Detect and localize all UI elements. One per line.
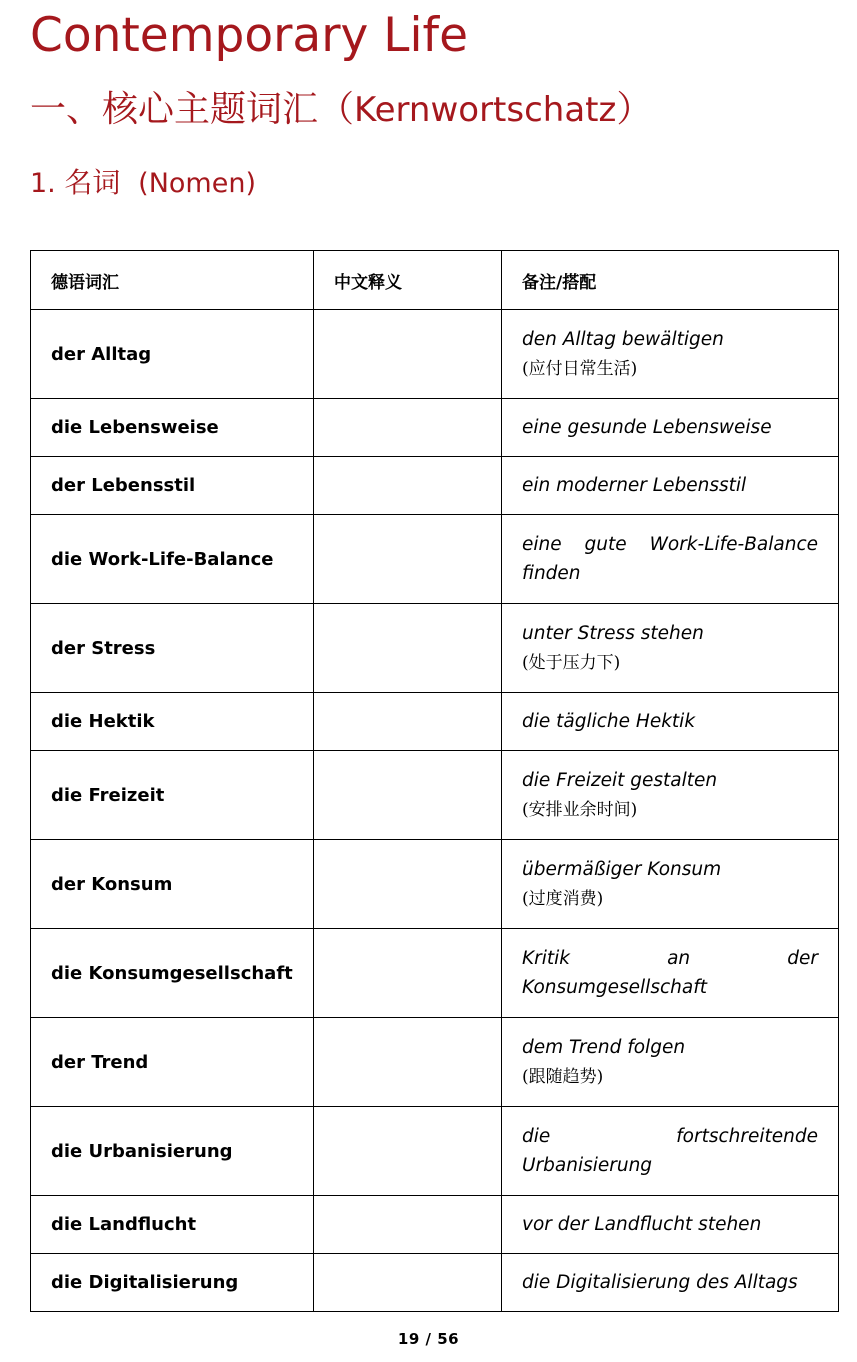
german-word: der Trend bbox=[31, 1018, 314, 1107]
section-heading-de: Kernwortschatz bbox=[354, 90, 617, 130]
german-word: der Konsum bbox=[31, 840, 314, 929]
sub-heading-de: (Nomen) bbox=[138, 168, 256, 199]
chinese-meaning bbox=[314, 1018, 502, 1107]
table-row bbox=[31, 693, 839, 751]
collocation-note bbox=[502, 693, 839, 751]
sub-heading-number: 1. bbox=[30, 168, 65, 199]
collocation-text: die fortschreitende Urbanisierung bbox=[522, 1126, 818, 1176]
german-word: der Alltag bbox=[31, 310, 314, 399]
collocation-translation: (跟随趋势) bbox=[522, 1066, 604, 1087]
table-row bbox=[31, 1107, 839, 1196]
german-word: die Hektik bbox=[31, 693, 314, 751]
table-row bbox=[31, 604, 839, 693]
german-word: die Landflucht bbox=[31, 1196, 314, 1254]
collocation-text: die Freizeit gestalten bbox=[522, 769, 718, 791]
chinese-meaning bbox=[314, 1196, 502, 1254]
table-row bbox=[31, 399, 839, 457]
collocation-text: die tägliche Hektik bbox=[522, 711, 696, 732]
collocation-note bbox=[502, 310, 839, 399]
table-row bbox=[31, 1018, 839, 1107]
collocation-translation: (处于压力下) bbox=[522, 652, 621, 673]
chinese-meaning bbox=[314, 929, 502, 1018]
collocation-text: eine gesunde Lebensweise bbox=[522, 417, 772, 438]
table-row bbox=[31, 457, 839, 515]
german-word: die Lebensweise bbox=[31, 399, 314, 457]
column-header-notes: 备注/搭配 bbox=[502, 251, 839, 310]
collocation-text: ein moderner Lebensstil bbox=[522, 475, 747, 496]
german-word: die Digitalisierung bbox=[31, 1254, 314, 1312]
chinese-meaning bbox=[314, 604, 502, 693]
german-word: die Konsumgesellschaft bbox=[31, 929, 314, 1018]
collocation-note bbox=[502, 515, 839, 604]
section-heading-cn: 一、核心主题词汇（ bbox=[30, 89, 355, 130]
sub-heading bbox=[30, 164, 256, 203]
table-row bbox=[31, 1254, 839, 1312]
vocabulary-table bbox=[30, 250, 839, 1312]
column-header-chinese: 中文释义 bbox=[314, 251, 502, 310]
collocation-note bbox=[502, 1018, 839, 1107]
collocation-note bbox=[502, 457, 839, 515]
chinese-meaning bbox=[314, 1107, 502, 1196]
collocation-text: unter Stress stehen bbox=[522, 622, 704, 644]
collocation-note bbox=[502, 1196, 839, 1254]
chinese-meaning bbox=[314, 840, 502, 929]
collocation-note bbox=[502, 929, 839, 1018]
collocation-translation: (过度消费) bbox=[522, 888, 604, 909]
chinese-meaning bbox=[314, 310, 502, 399]
collocation-text: dem Trend folgen bbox=[522, 1036, 686, 1058]
german-word: die Work-Life-Balance bbox=[31, 515, 314, 604]
chinese-meaning bbox=[314, 693, 502, 751]
table-row bbox=[31, 840, 839, 929]
collocation-text: vor der Landflucht stehen bbox=[522, 1214, 762, 1235]
section-heading bbox=[30, 84, 652, 136]
collocation-note bbox=[502, 1107, 839, 1196]
collocation-note bbox=[502, 751, 839, 840]
table-row bbox=[31, 515, 839, 604]
page-indicator: 19 / 56 bbox=[397, 1330, 460, 1348]
table-row bbox=[31, 751, 839, 840]
collocation-note bbox=[502, 1254, 839, 1312]
collocation-translation: (安排业余时间) bbox=[522, 799, 638, 820]
collocation-text: Kritik an der Konsumgesellschaft bbox=[522, 948, 818, 998]
column-header-german: 德语词汇 bbox=[31, 251, 314, 310]
table-header-row bbox=[31, 251, 839, 310]
table-row bbox=[31, 1196, 839, 1254]
collocation-text: den Alltag bewältigen bbox=[522, 328, 724, 350]
collocation-text: die Digitalisierung des Alltags bbox=[522, 1272, 798, 1293]
chinese-meaning bbox=[314, 515, 502, 604]
german-word: der Lebensstil bbox=[31, 457, 314, 515]
chinese-meaning bbox=[314, 751, 502, 840]
collocation-note bbox=[502, 399, 839, 457]
german-word: die Freizeit bbox=[31, 751, 314, 840]
german-word: der Stress bbox=[31, 604, 314, 693]
german-word: die Urbanisierung bbox=[31, 1107, 314, 1196]
table-row bbox=[31, 310, 839, 399]
sub-heading-cn: 名词 bbox=[64, 166, 121, 199]
collocation-note bbox=[502, 840, 839, 929]
chinese-meaning bbox=[314, 399, 502, 457]
section-heading-close: ） bbox=[616, 89, 653, 130]
table-row bbox=[31, 929, 839, 1018]
collocation-note bbox=[502, 604, 839, 693]
collocation-text: eine gute Work-Life-Balance finden bbox=[522, 534, 818, 584]
collocation-translation: (应付日常生活) bbox=[522, 358, 638, 379]
chinese-meaning bbox=[314, 457, 502, 515]
chinese-meaning bbox=[314, 1254, 502, 1312]
collocation-text: übermäßiger Konsum bbox=[522, 858, 722, 880]
page-title: Contemporary Life bbox=[30, 8, 468, 63]
